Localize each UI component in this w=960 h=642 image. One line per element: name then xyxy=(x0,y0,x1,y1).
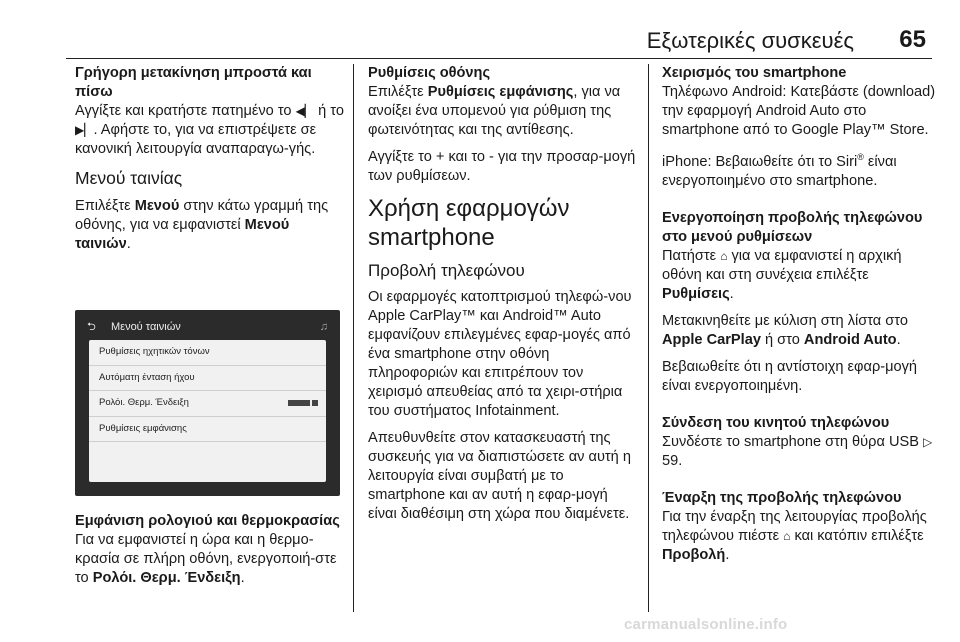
screenshot-title-bar xyxy=(83,317,332,337)
menu-item-display-settings: Ρυθμίσεις εμφάνισης xyxy=(89,417,326,443)
clock-text: Για να εμφανιστεί η ώρα και η θερμο-κρασία σε πλήρη οθόνη, ενεργοποιή-στε το Ρολόι. Θερμ. Ένδειξη. xyxy=(75,532,337,586)
manufacturer-text: Απευθυνθείτε στον κατασκευαστή της συσκευής για να διαπιστώσετε αν αυτή η λειτουργία είναι συμβατή με το smartphone και αν αυτή η εφαρ-μογή είναι διαθέσιμη στη χώρα που διαμένετε. xyxy=(368,430,631,522)
skip-back-icon: ◀▏ xyxy=(295,104,315,118)
music-note-icon: ♫ xyxy=(319,321,328,333)
activate-text-3: Βεβαιωθείτε ότι η αντίστοιχη εφαρ-μογή είναι ενεργοποιημένη. xyxy=(662,358,918,394)
activate-projection-heading: Ενεργοποίηση προβολής τηλεφώνου στο μενού ρυθμίσεων xyxy=(662,209,923,245)
smartphone-apps-heading: Χρήση εφαρμογών smartphone xyxy=(368,195,570,251)
screenshot-title: Μενού ταινιών xyxy=(111,321,181,333)
movie-menu-screenshot xyxy=(75,310,340,496)
back-arrow-icon: ⮌ xyxy=(87,321,96,333)
watermark: carmanualsonline.info xyxy=(624,616,788,633)
activate-text-1: Πατήστε ⌂ για να εμφανιστεί η αρχική οθόνη και στη συνέχεια επιλέξτε Ρυθμίσεις. xyxy=(662,247,902,302)
column-2 xyxy=(368,64,638,532)
home-icon: ⌂ xyxy=(720,248,728,263)
iphone-text: iPhone: Βεβαιωθείτε ότι το Siri® είναι ενεργοποιημένο στο smartphone. xyxy=(662,152,897,189)
skip-forward-icon: ▶▏ xyxy=(75,123,94,137)
column-divider-1 xyxy=(353,64,354,612)
smartphone-ops-heading: Χειρισμός του smartphone xyxy=(662,65,847,81)
fast-forward-heading: Γρήγορη μετακίνηση μπροστά και πίσω xyxy=(75,65,312,100)
menu-item-clock-temp: Ρολόι. Θερμ. Ένδειξη xyxy=(89,391,326,417)
toggle-switch xyxy=(288,400,318,406)
column-3 xyxy=(662,64,937,573)
phone-projection-text: Οι εφαρμογές κατοπτρισμού τηλεφώ-νου Apple CarPlay™ και Android™ Auto εμφανίζουν επιλεγμένες εφαρ-μογές από ένα smartphone στην οθόνη πληροφοριών και επιτρέπουν τον χειρισμό απευθείας από τα χειρι-στήρια του συστήματος Infotainment. xyxy=(368,289,632,419)
fast-forward-text: Αγγίξτε και κρατήστε πατημένο το ◀▏ ή το ▶▏. Αφήστε το, για να επιστρέψετε σε κανονική λειτουργία αναπαραγω-γής. xyxy=(75,103,344,157)
display-settings-heading: Ρυθμίσεις οθόνης xyxy=(368,65,491,81)
column-divider-2 xyxy=(648,64,649,612)
menu-item-tone-settings: Ρυθμίσεις ηχητικών τόνων xyxy=(89,340,326,366)
movie-menu-text: Επιλέξτε Μενού στην κάτω γραμμή της οθόνης, για να εμφανιστεί Μενού ταινιών. xyxy=(75,198,329,252)
start-projection-text: Για την έναρξη της λειτουργίας προβολής τηλεφώνου πιέστε ⌂ και κατόπιν επιλέξτε Προβολή. xyxy=(662,508,927,563)
movie-menu-heading: Μενού ταινίας xyxy=(75,168,183,188)
start-projection-heading: Έναρξη της προβολής τηλεφώνου xyxy=(662,489,902,506)
page-header xyxy=(66,0,932,59)
page-number: 65 xyxy=(899,26,926,53)
page-title: Εξωτερικές συσκευές xyxy=(646,28,854,53)
menu-item-auto-volume: Αυτόματη ένταση ήχου xyxy=(89,366,326,392)
home-icon: ⌂ xyxy=(783,528,791,543)
reference-arrow-icon: ▷ xyxy=(923,434,933,449)
connect-phone-heading: Σύνδεση του κινητού τηλεφώνου xyxy=(662,414,890,431)
display-adjust-text: Αγγίξτε το + και το - για την προσαρ-μογή των ρυθμίσεων. xyxy=(368,149,636,184)
column-1 xyxy=(75,64,345,262)
clock-heading: Εμφάνιση ρολογιού και θερμοκρασίας xyxy=(75,513,340,529)
android-text: Τηλέφωνο Android: Κατεβάστε (download) την εφαρμογή Android Auto στο smartphone από το Google Play™ Store. xyxy=(662,84,936,138)
display-settings-text: Επιλέξτε Ρυθμίσεις εμφάνισης, για να ανοίξει ένα υπομενού για ρύθμιση της φωτεινότητας και της αντίθεσης. xyxy=(368,84,621,138)
connect-phone-text: Συνδέστε το smartphone στη θύρα USB ▷ 59. xyxy=(662,433,933,469)
column-1-lower xyxy=(75,512,345,596)
phone-projection-heading: Προβολή τηλεφώνου xyxy=(368,261,525,280)
activate-text-2: Μετακινηθείτε με κύλιση στη λίστα στο Apple CarPlay ή στο Android Auto. xyxy=(662,312,908,348)
screenshot-menu-list xyxy=(89,340,326,482)
